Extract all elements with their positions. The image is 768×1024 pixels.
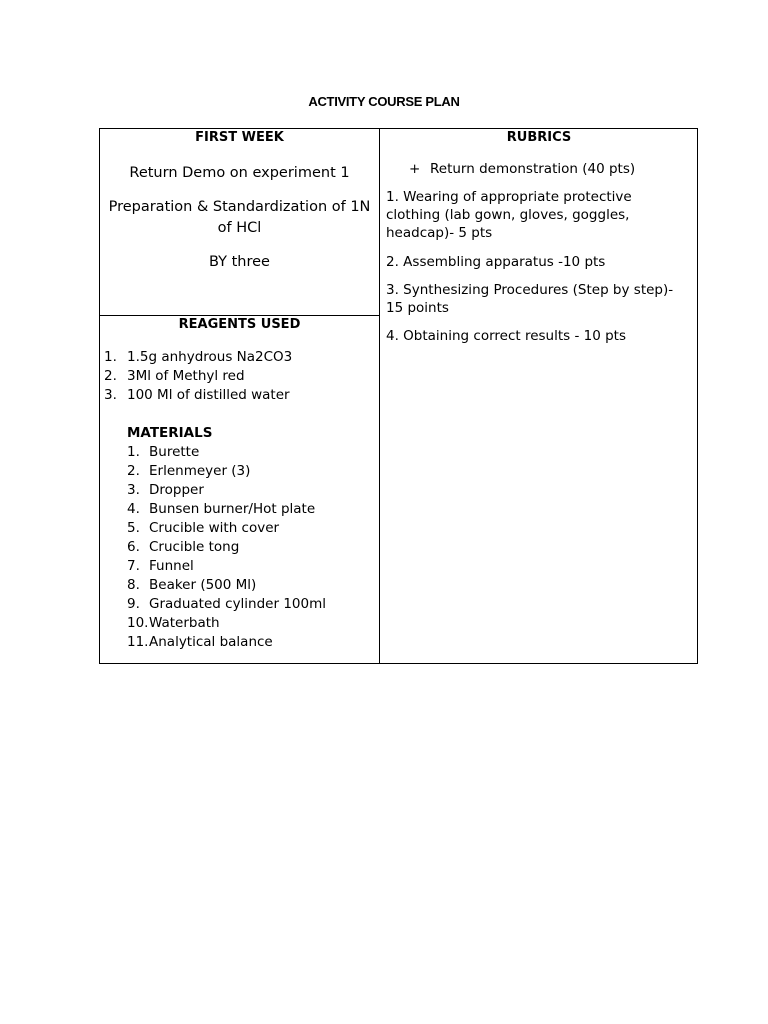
list-item [100, 443, 379, 462]
list-item [100, 462, 379, 481]
list-number: 7. [127, 558, 140, 574]
list-item-text: Beaker (500 Ml) [149, 577, 257, 593]
reagent-list [100, 348, 379, 405]
list-item-text: 1.5g anhydrous Na2CO3 [127, 349, 293, 365]
list-number: 2. [127, 463, 140, 479]
list-item-text: Burette [149, 444, 200, 460]
reagents-heading: REAGENTS USED [178, 317, 301, 332]
list-number: 2. [104, 368, 117, 384]
list-item-text: Waterbath [149, 615, 220, 631]
list-item-text: Erlenmeyer (3) [149, 463, 251, 479]
list-item [100, 614, 379, 633]
rubric-summary [380, 160, 698, 179]
course-plan-table [99, 128, 698, 664]
list-item [100, 500, 379, 519]
list-number: 10. [127, 615, 149, 631]
plus-bullet-icon: + [409, 161, 421, 177]
first-week-heading: FIRST WEEK [195, 130, 284, 145]
list-number: 1. [104, 349, 117, 365]
list-item [100, 538, 379, 557]
list-number: 9. [127, 596, 140, 612]
document-title: ACTIVITY COURSE PLAN [308, 94, 460, 109]
rubrics-heading: RUBRICS [506, 130, 572, 145]
list-item-text: 3Ml of Methyl red [127, 368, 245, 384]
list-item [100, 386, 379, 405]
list-number: 11. [127, 634, 149, 650]
rubric-item: 3. Synthesizing Procedures (Step by step)- 15 points [386, 282, 674, 316]
list-item [100, 595, 379, 614]
preparation-text: Preparation & Standardization of 1N of HCl [108, 199, 371, 236]
list-item-text: 100 Ml of distilled water [127, 387, 290, 403]
list-number: 3. [104, 387, 117, 403]
rubrics-cell [380, 129, 698, 664]
list-item [100, 519, 379, 538]
rubric-item: 1. Wearing of appropriate protective clothing (lab gown, gloves, goggles, headcap)- 5 pts [386, 189, 632, 241]
list-item-text: Graduated cylinder 100ml [149, 596, 326, 612]
list-item-text: Analytical balance [149, 634, 273, 650]
list-item-text: Funnel [149, 558, 194, 574]
rubric-summary-text: Return demonstration (40 pts) [430, 161, 636, 177]
list-item-text: Bunsen burner/Hot plate [149, 501, 316, 517]
rubric-item: 2. Assembling apparatus -10 pts [386, 254, 606, 270]
list-item [100, 633, 379, 652]
list-number: 1. [127, 444, 140, 460]
list-item [100, 367, 379, 386]
rubric-item: 4. Obtaining correct results - 10 pts [386, 328, 627, 344]
list-item-text: Dropper [149, 482, 204, 498]
materials-heading: MATERIALS [127, 425, 213, 441]
list-item-text: Crucible tong [149, 539, 240, 555]
list-item [100, 557, 379, 576]
material-list [100, 443, 379, 652]
return-demo-text: Return Demo on experiment 1 [129, 165, 350, 181]
list-number: 6. [127, 539, 140, 555]
reagents-cell [100, 316, 379, 664]
list-item [100, 576, 379, 595]
list-number: 5. [127, 520, 140, 536]
by-group-text: BY three [209, 254, 270, 270]
first-week-cell [100, 129, 379, 315]
list-number: 3. [127, 482, 140, 498]
list-item [100, 348, 379, 367]
list-item [100, 481, 379, 500]
list-number: 8. [127, 577, 140, 593]
list-item-text: Crucible with cover [149, 520, 280, 536]
list-number: 4. [127, 501, 140, 517]
